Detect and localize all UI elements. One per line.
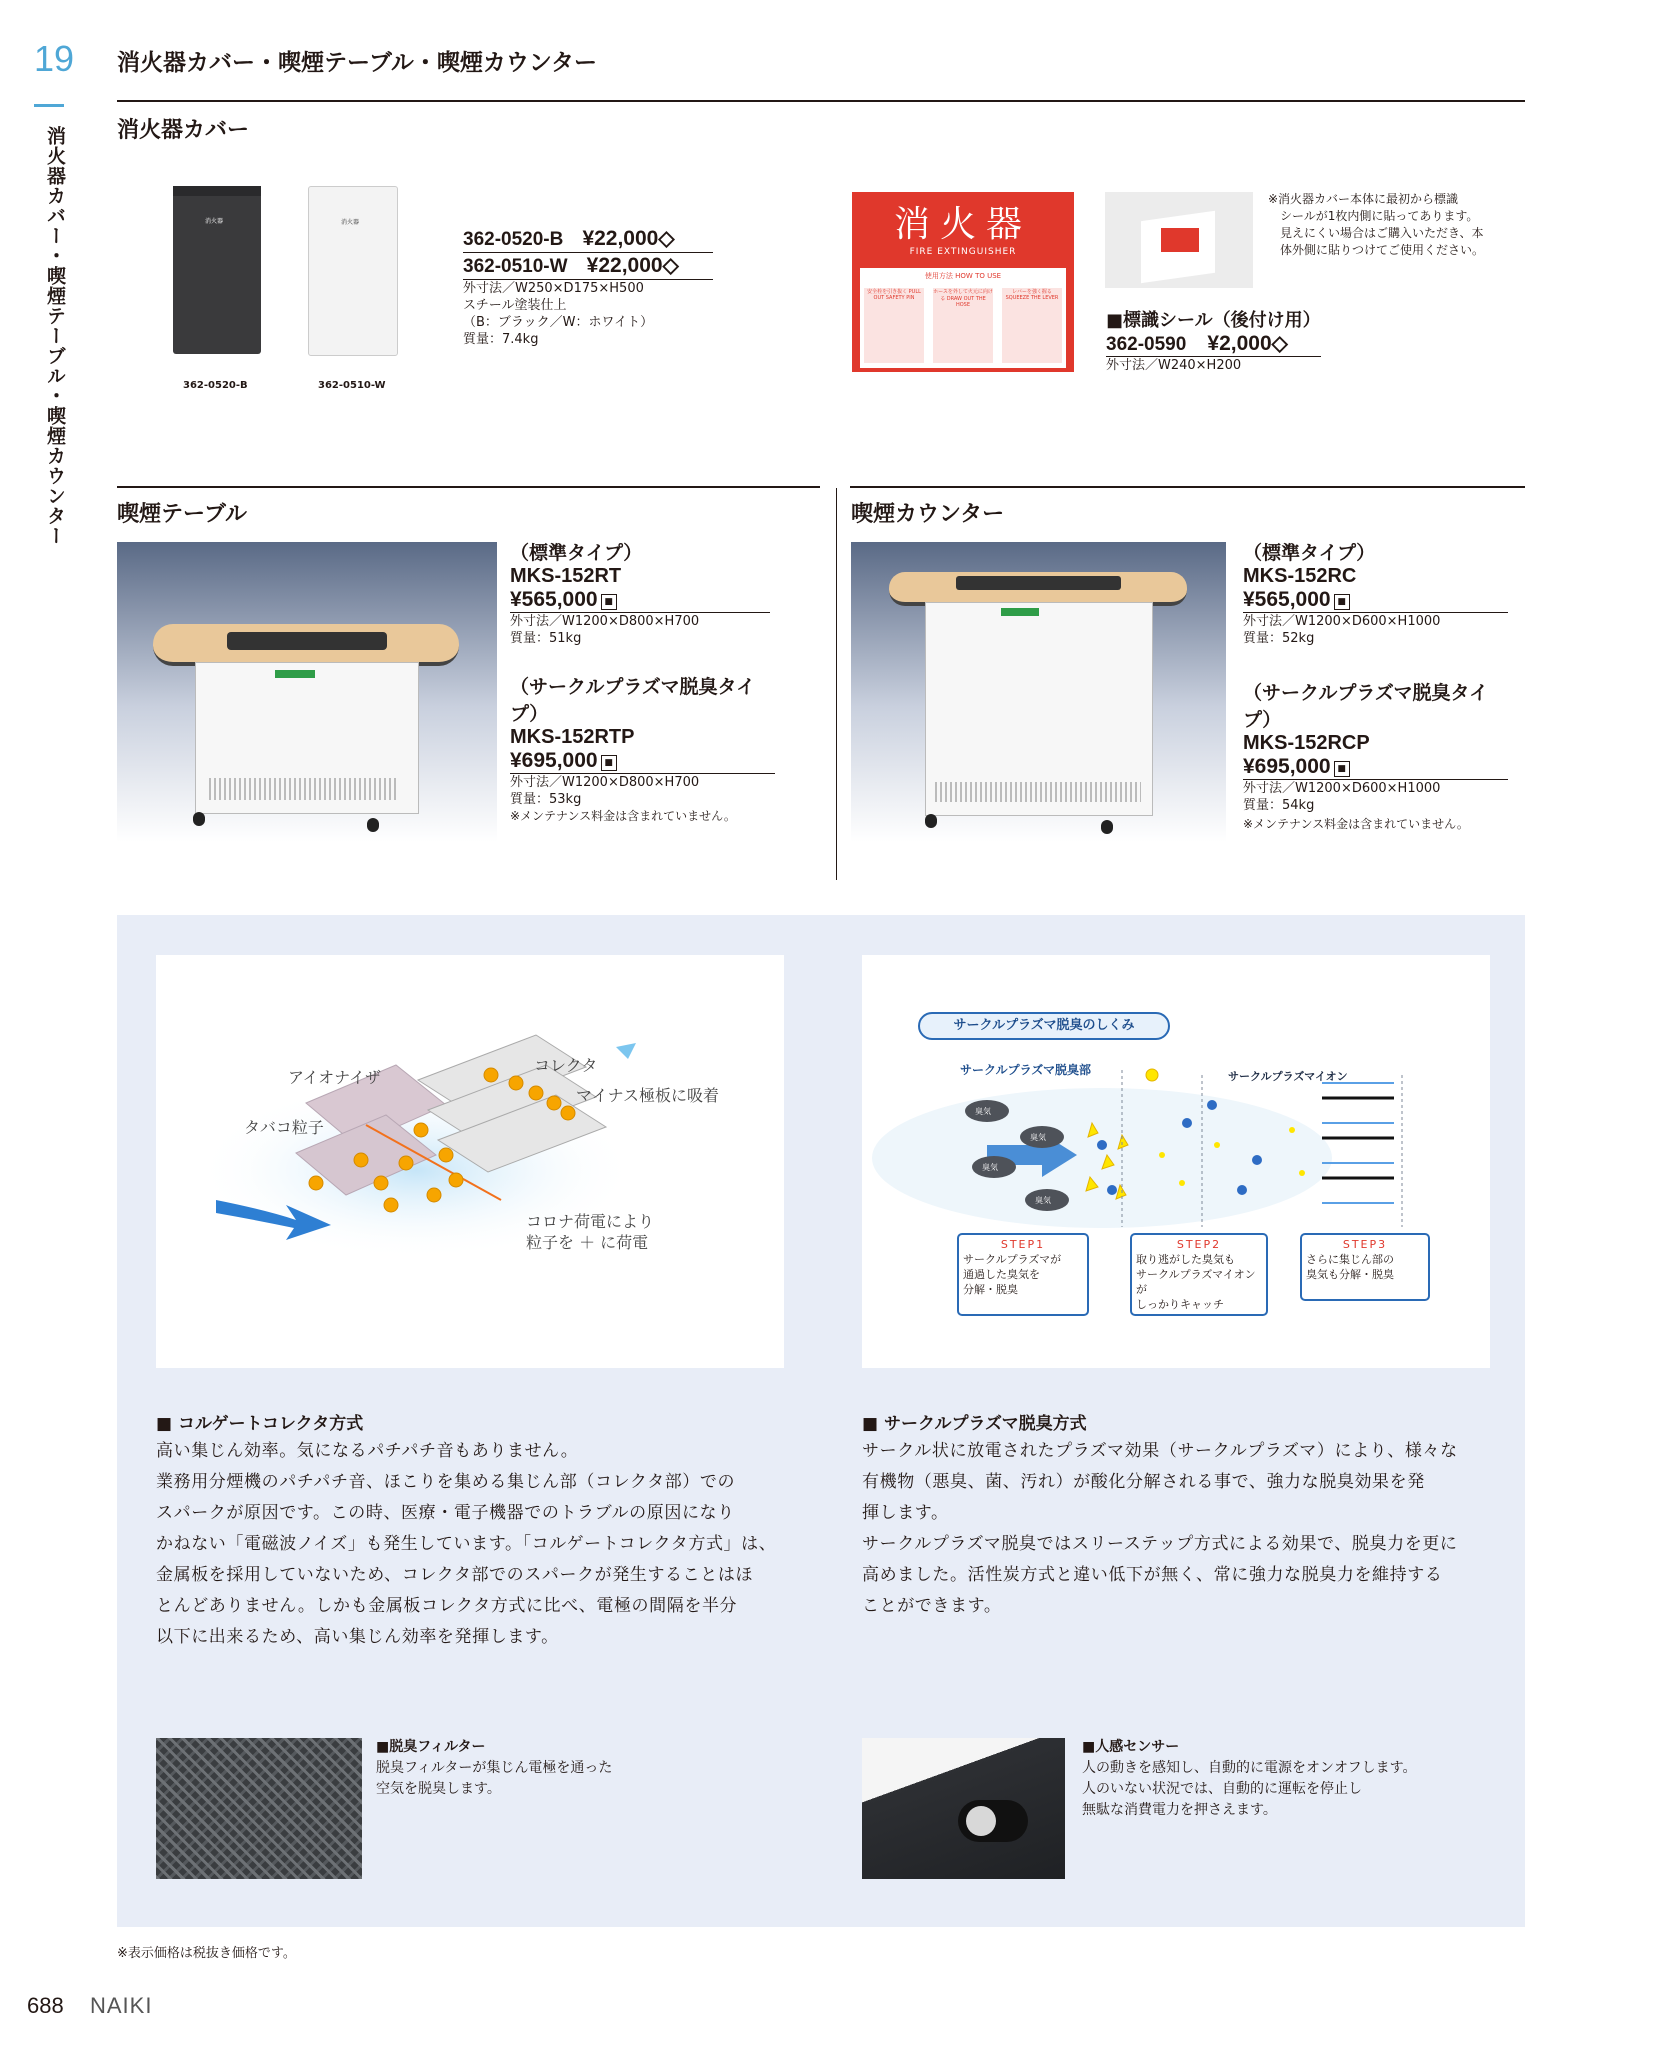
step1-title: STEP1 [1000,1238,1046,1251]
paragraph-line: サークル状に放電されたプラズマ効果（サークルプラズマ）により、様々な [862,1441,1458,1461]
odor-label: 臭気 [1035,1196,1051,1205]
table-std-weight: 質量：51kg [510,631,582,646]
table-std-price-line [510,588,770,613]
particles-label: タバコ粒子 [244,1118,324,1137]
model-number: 362-0520-B [463,229,564,250]
table-std-spec: 外寸法／W1200×D800×H700 [510,614,700,629]
step-line: 通過した臭気を [963,1268,1040,1281]
corona-label-2: 粒子を ＋ に荷電 [526,1233,649,1252]
deodorizing-filter-photo [156,1738,362,1879]
extinguisher-heading: 消火器カバー [117,118,250,143]
counter-std-spec: 外寸法／W1200×D600×H1000 [1243,614,1441,629]
paragraph-line: 揮します。 [862,1503,949,1523]
spec-line: 外寸法／W250×D175×H500 [463,281,644,296]
extinguisher-cover-white-image [308,186,398,356]
sensor-line: 人のいない状況では、自動的に運転を停止し [1082,1781,1362,1797]
step-line: しっかりキャッチ [1136,1298,1224,1311]
table-plasma-weight: 質量：53kg [510,792,582,807]
seal-model: 362-0590 [1106,334,1187,355]
step-line: さらに集じん部の [1306,1253,1394,1266]
extinguisher-price-block [463,226,713,348]
section-number: 19 [34,38,75,79]
collector-method-heading: ■ コルゲートコレクタ方式 [156,1414,364,1434]
price-line-white [463,253,713,280]
sensor-line: 人の動きを感知し、自動的に電源をオンオフします。 [1082,1760,1417,1776]
sign-instructions [860,268,1066,368]
collector-label: コレクタ [534,1056,598,1075]
counter-heading: 喫煙カウンター [851,502,1005,527]
header-rule [117,100,1525,102]
table-note: ※メンテナンス料金は含まれていません。 [510,809,736,823]
collector-method-text [156,1436,796,1653]
filter-heading: ■脱臭フィルター [376,1739,486,1755]
counter-std-price-line [1243,588,1508,613]
odor-label: 臭気 [1030,1133,1046,1142]
step-line: 取り逃がした臭気も [1136,1253,1235,1266]
plasma-unit-label: サークルプラズマ脱臭部 [960,1063,1092,1077]
counter-plasma-price: ¥695,000 [1243,755,1331,778]
price-mark: ■ [1334,594,1350,610]
img-label-white: 362-0510-W [318,380,386,391]
paragraph-line: とんどありません。しかも金属板コレクタ方式に比べ、電極の間隔を半分 [156,1596,738,1616]
counter-plasma-label: （サークルプラズマ脱臭タイプ） [1243,682,1489,731]
sign-subtitle: FIRE EXTINGUISHER [909,247,1017,257]
vertical-section-title: 消火器カバー・喫煙テーブル・喫煙カウンター [44,126,66,546]
paragraph-line: 金属板を採用していないため、コレクタ部でのスパークが発生することはほ [156,1565,754,1585]
seal-price: ¥2,000◇ [1207,332,1288,355]
paragraph-line: スパークが原因です。この時、医療・電子機器でのトラブルの原因になり [156,1503,735,1523]
seal-note [1268,191,1530,259]
step3-box [1300,1233,1430,1301]
price: ¥22,000◇ [582,227,675,250]
plasma-method-text [862,1436,1502,1622]
table-std-price: ¥565,000 [510,588,598,611]
counter-rule [850,486,1525,488]
plasma-diagram-title: サークルプラズマ脱臭のしくみ [918,1012,1170,1040]
spec-line: スチール塗装仕上 [463,298,567,313]
step1-box [957,1233,1089,1316]
table-plasma-spec: 外寸法／W1200×D800×H700 [510,775,700,790]
plasma-method-heading: ■ サークルプラズマ脱臭方式 [862,1414,1087,1434]
counter-std-weight: 質量：52kg [1243,631,1315,646]
sign-step: ホースを外して火元に向ける DRAW OUT THE HOSE [933,288,993,363]
table-plasma-model: MKS-152RTP [510,726,635,748]
sign-howto: 使用方法 HOW TO USE [924,272,1002,280]
note-line: ※消火器カバー本体に最初から標識 [1268,192,1459,206]
seal-price-line [1106,331,1321,357]
minus-plate-label: マイナス極板に吸着 [576,1086,720,1105]
smoking-counter-photo [851,542,1226,842]
collector-diagram-art [156,955,784,1368]
step-line: サークルプラズマイオンが [1136,1268,1256,1296]
seal-heading: ■標識シール（後付け用） [1106,310,1321,331]
price-mark: ■ [1334,761,1350,777]
paragraph-line: かねない「電磁波ノイズ」も発生しています。「コルゲートコレクタ方式」は、 [156,1534,777,1554]
counter-plasma-model: MKS-152RCP [1243,732,1370,754]
motion-sensor-photo [862,1738,1065,1879]
table-std-model: MKS-152RT [510,565,622,587]
counter-plasma-spec: 外寸法／W1200×D600×H1000 [1243,781,1441,796]
filter-line: 空気を脱臭します。 [376,1781,501,1797]
page-number: 688 [27,1993,64,2018]
counter-std-label: （標準タイプ） [1243,542,1376,564]
counter-std-model: MKS-152RC [1243,565,1357,587]
price-footnote: ※表示価格は税抜き価格です。 [117,1946,296,1961]
paragraph-line: 高い集じん効率。気になるパチパチ音もありません。 [156,1441,579,1461]
step2-box [1130,1233,1268,1316]
step-line: サークルプラズマが [963,1253,1062,1266]
column-divider [836,488,837,880]
counter-plasma-block [1243,678,1513,814]
box-label: 消火器 [205,218,224,225]
paragraph-line: サークルプラズマ脱臭ではスリーステップ方式による効果で、脱臭力を更に [862,1534,1458,1554]
counter-plasma-weight: 質量：54kg [1243,798,1315,813]
table-std-label: （標準タイプ） [510,542,643,564]
note-line: 体外側に貼りつけてご使用ください。 [1280,243,1485,257]
price-mark: ■ [601,594,617,610]
odor-label: 臭気 [982,1163,998,1172]
step3-title: STEP3 [1342,1238,1388,1251]
counter-plasma-price-line [1243,755,1508,780]
section-divider [34,104,64,107]
smoking-table-photo [117,542,497,842]
corona-label-1: コロナ荷電により [526,1212,655,1231]
table-heading: 喫煙テーブル [117,502,248,527]
sign-step: レバーを強く握る SQUEEZE THE LEVER [1002,288,1062,363]
extinguisher-cover-black-image [173,186,261,354]
filter-line: 脱臭フィルターが集じん電極を通った [376,1760,613,1776]
step-line: 分解・脱臭 [963,1283,1018,1296]
brand-name: NAIKI [90,1993,153,2018]
table-rule [117,486,820,488]
paragraph-line: ことができます。 [862,1596,1002,1616]
sign-title: 消火器 [893,204,1032,245]
step-line: 臭気も分解・脱臭 [1306,1268,1394,1281]
seal-applied-photo [1105,192,1253,288]
seal-spec: 外寸法／W240×H200 [1106,358,1242,373]
table-plasma-block [510,672,780,808]
table-std-block [510,538,775,647]
sensor-info [1082,1737,1416,1821]
note-line: シールが1枚内側に貼ってあります。 [1280,209,1479,223]
counter-std-price: ¥565,000 [1243,588,1331,611]
step2-title: STEP2 [1176,1238,1222,1251]
table-plasma-label: （サークルプラズマ脱臭タイプ） [510,676,756,725]
counter-std-block [1243,538,1508,647]
spec-line: 質量：7.4kg [463,332,539,347]
sign-step: 安全栓を引き抜く PULL OUT SAFETY PIN [864,288,924,363]
ionizer-label: アイオナイザ [288,1068,381,1087]
spec-line: （B：ブラック／W：ホワイト） [463,315,654,330]
box-label-white: 消火器 [341,219,360,226]
extinguisher-sign-image [852,192,1074,372]
price-line-black [463,226,713,253]
sensor-line: 無駄な消費電力を押さえます。 [1082,1802,1277,1818]
filter-info [376,1737,612,1800]
table-plasma-price: ¥695,000 [510,749,598,772]
page-title: 消火器カバー・喫煙テーブル・喫煙カウンター [117,50,598,76]
collector-diagram [156,955,784,1368]
price: ¥22,000◇ [586,254,679,277]
paragraph-line: 以下に出来るため、高い集じん効率を発揮します。 [156,1627,559,1647]
table-plasma-price-line [510,749,775,774]
paragraph-line: 高めました。活性炭方式と違い低下が無く、常に強力な脱臭力を維持する [862,1565,1443,1585]
plasma-diagram [862,955,1490,1368]
paragraph-line: 有機物（悪臭、菌、汚れ）が酸化分解される事で、強力な脱臭効果を発 [862,1472,1425,1492]
odor-label: 臭気 [975,1107,991,1116]
img-label-black: 362-0520-B [183,380,248,391]
price-mark: ■ [601,755,617,771]
plasma-ion-label: サークルプラズマイオン [1228,1070,1348,1083]
paragraph-line: 業務用分煙機のパチパチ音、ほこりを集める集じん部（コレクタ部）での [156,1472,736,1492]
model-number: 362-0510-W [463,256,568,277]
note-line: 見えにくい場合はご購入いただき、本 [1280,226,1484,240]
counter-note: ※メンテナンス料金は含まれていません。 [1243,817,1469,831]
sensor-heading: ■人感センサー [1082,1739,1180,1755]
